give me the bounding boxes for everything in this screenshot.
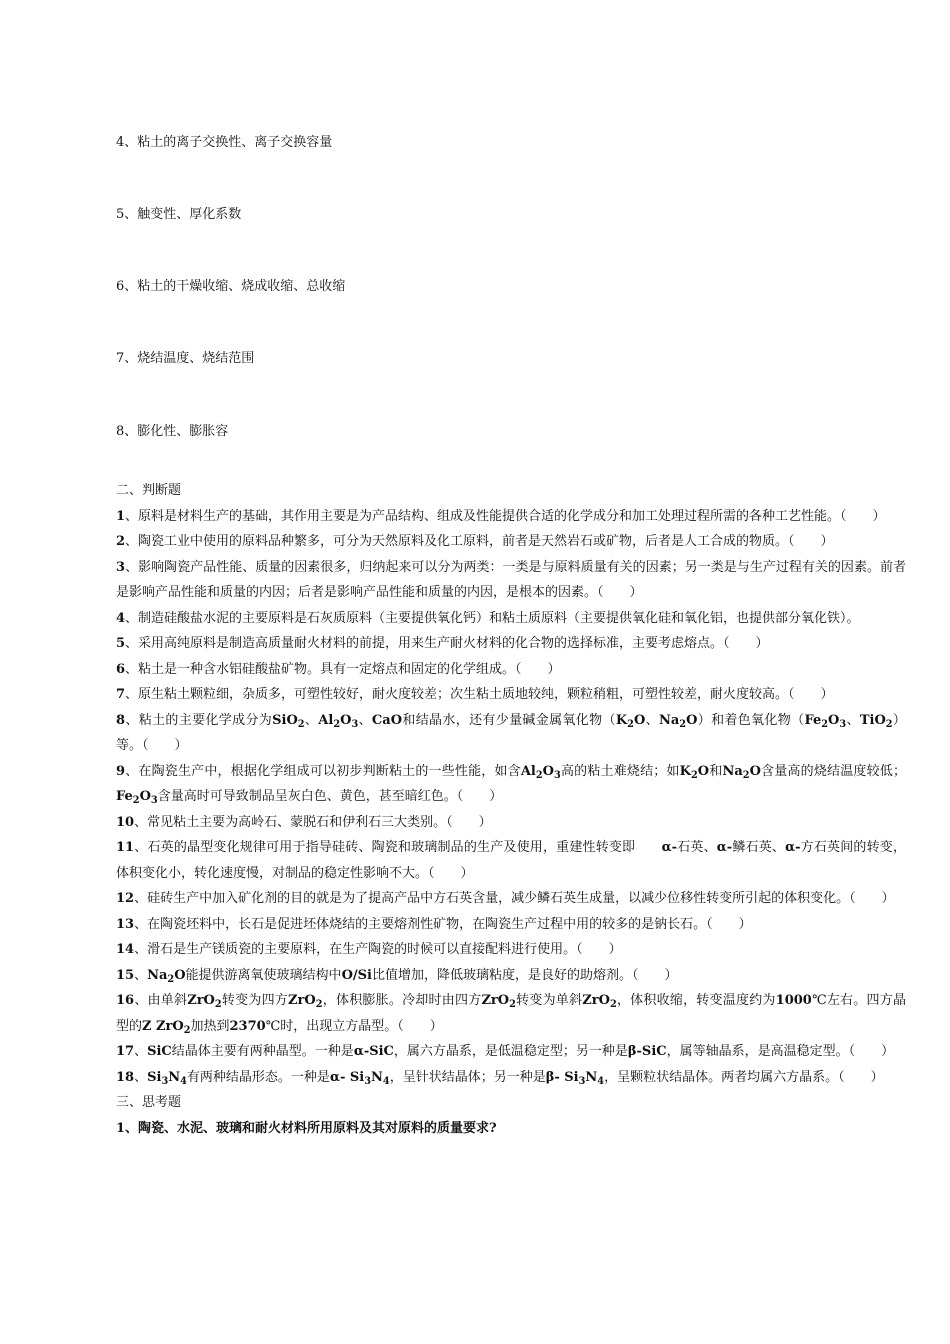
question-11: 11、石英的晶型变化规律可用于指导硅砖、陶瓷和玻璃制品的生产及使用，重建性转变即 α-石英、α-鳞石英、α-方石英间的转变，体积变化小，转化速度慢，对制品的稳定性影响不大。（ ） — [116, 840, 906, 881]
thinking-question-1: 1、陶瓷、水泥、玻璃和耐火材料所用原料及其对原料的质量要求? — [116, 1120, 497, 1136]
question-1: 1、原料是材料生产的基础，其作用主要是为产品结构、组成及性能提供合适的化学成分和加工处理过程所需的各种工艺性能。（ ） — [116, 508, 886, 524]
question-4: 4、制造硅酸盐水泥的主要原料是石灰质原料（主要提供氧化钙）和粘土质原料（主要提供氧化硅和氧化铝，也提供部分氧化铁）。 — [116, 610, 860, 626]
term-item-7: 7、烧结温度、烧结范围 — [116, 351, 255, 366]
question-16: 16、由单斜ZrO$_2$转变为四方ZrO$_2$，体积膨胀。冷却时由四方ZrO$_2$转变为单斜ZrO$_2$，体积收缩，转变温度约为1000℃左右。四方晶型的Z ZrO$_2$加热到2370℃时，出现立方晶型。（ ） — [116, 993, 906, 1036]
question-2: 2、陶瓷工业中使用的原料品种繁多，可分为天然原料及化工原料，前者是天然岩石或矿物，后者是人工合成的物质。（ ） — [116, 534, 834, 549]
term-item-5: 5、触变性、厚化系数 — [116, 207, 242, 222]
question-5: 5、采用高纯原料是制造高质量耐火材料的前提，用来生产耐火材料的化合物的选择标准，主要考虑熔点。（ ） — [116, 636, 769, 651]
section-title-judgement: 二、判断题 — [116, 483, 182, 498]
question-3: 3、影响陶瓷产品性能、质量的因素很多，归纳起来可以分为两类：一类是与原料质量有关的因素；另一类是与生产过程有关的因素。前者是影响产品性能和质量的内因；后者是影响产品性能和质量的内因，是根本的因素。（ ） — [116, 559, 906, 600]
question-number: 1 — [116, 508, 126, 524]
question-body — [116, 478, 906, 1141]
question-13: 13、在陶瓷坯料中，长石是促进坯体烧结的主要熔剂性矿物，在陶瓷生产过程中用的较多的是钠长石。（ ） — [116, 916, 752, 932]
question-6: 6、粘土是一种含水铝硅酸盐矿物。具有一定熔点和固定的化学组成。（ ） — [116, 661, 561, 677]
question-15: 15、$Na_2O$能提供游离氧使玻璃结构中O/Si比值增加，降低玻璃粘度，是良好的助熔剂。（ ） — [116, 967, 678, 985]
section-title-thinking: 三、思考题 — [116, 1095, 182, 1110]
question-18: 18、$Si_3N_4$有两种结晶形态。一种是α- $Si_3N_4$，呈针状结晶体；另一种是β- $Si_3N_4$，呈颗粒状结晶体。两者均属六方晶系。（ ） — [116, 1069, 884, 1087]
question-7: 7、原生粘土颗粒细，杂质多，可塑性较好，耐火度较差；次生粘土质地较纯，颗粒稍粗，可塑性较差，耐火度较高。（ ） — [116, 687, 834, 702]
question-17: 17、SiC结晶体主要有两种晶型。一种是α-SiC，属六方晶系，是低温稳定型；另一种是β-SiC，属等轴晶系，是高温稳定型。（ ） — [116, 1044, 895, 1059]
question-14: 14、滑石是生产镁质瓷的主要原料，在生产陶瓷的时候可以直接配料进行使用。（ ） — [116, 942, 622, 957]
question-10: 10、常见粘土主要为高岭石、蒙脱石和伊利石三大类别。（ ） — [116, 814, 492, 830]
question-12: 12、硅砖生产中加入矿化剂的目的就是为了提高产品中方石英含量，减少鳞石英生成量，以减少位移性转变所引起的体积变化。（ ） — [116, 891, 895, 906]
term-item-8: 8、膨化性、膨胀容 — [116, 424, 229, 439]
question-9: 9、在陶瓷生产中，根据化学组成可以初步判断粘土的一些性能，如含$Al_2O_3$高的粘土难烧结；如$K_2O$和$Na_2O$含量高的烧结温度较低；$Fe_2O_3$含量高时可导致制品呈灰白色、黄色，甚至暗红色。（ ） — [116, 763, 906, 806]
term-item-4: 4、粘土的离子交换性、离子交换容量 — [116, 135, 333, 150]
term-item-6: 6、粘土的干燥收缩、烧成收缩、总收缩 — [116, 279, 346, 294]
question-8: 8、粘土的主要化学成分为SiO$_2$、$Al_2O_3$、CaO和结晶水，还有少量碱金属氧化物（$K_2O$、$Na_2O$）和着色氧化物（$Fe_2O_3$、TiO$_2$）等。（ ） — [116, 712, 906, 753]
